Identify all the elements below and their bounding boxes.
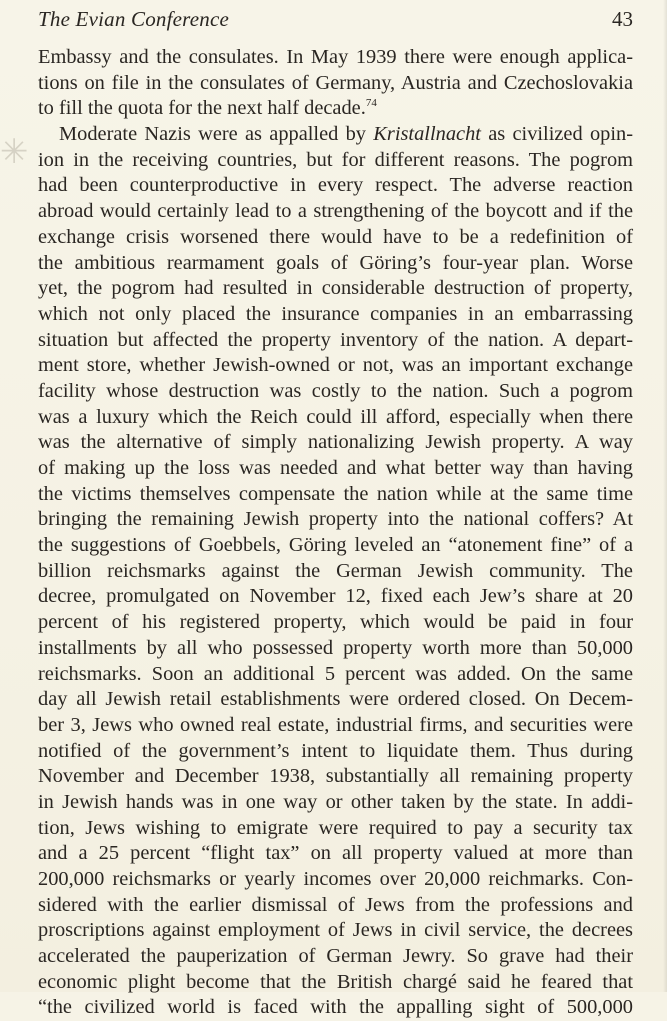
text-line-with-footnote: [38, 96, 633, 122]
running-head: [38, 7, 633, 37]
text-line: decree, promulgated on November 12, fixed each Jew’s share at 20: [38, 585, 633, 608]
text-line: ber 3, Jews who owned real estate, industrial firms, and securities were: [38, 713, 633, 736]
text-line: ment store, whether Jewish-owned or not, was an important exchange: [38, 354, 633, 377]
text-line: installments by all who possessed property worth more than 50,000: [38, 636, 633, 659]
text-line: accelerated the pauperization of German Jewry. So grave had their: [38, 945, 633, 968]
footnote-reference: 74: [365, 97, 377, 110]
margin-asterisk-mark: ✳: [0, 132, 29, 172]
text-line: the victims themselves compensate the nation while at the same time: [38, 482, 633, 505]
text-line: tion, Jews wishing to emigrate were required to pay a security tax: [38, 816, 633, 839]
text-line: day all Jewish retail establishments were ordered closed. On Decem-: [38, 688, 633, 711]
text-line: facility whose destruction was costly to the nation. Such a pogrom: [38, 379, 633, 402]
text-line: ion in the receiving countries, but for different reasons. The pogrom: [38, 148, 633, 171]
text-line-tail: as civilized opin-: [480, 123, 634, 146]
page-edge-shadow: [663, 0, 667, 992]
text-line: and a 25 percent “flight tax” on all property valued at more than: [38, 842, 633, 865]
text-line: yet, the pogrom had resulted in considerable destruction of property,: [38, 277, 633, 300]
body-text: [38, 45, 633, 1021]
text-line: of making up the loss was needed and what better way than having: [38, 457, 633, 479]
text-line: had been counterproductive in every respect. The adverse reaction: [38, 174, 633, 197]
text-line: situation but affected the property inventory of the nation. A depart-: [38, 328, 633, 351]
running-title: The Evian Conference: [38, 7, 230, 31]
text-line: was a luxury which the Reich could ill afford, especially when there: [38, 405, 633, 428]
text-line: to fill the quota for the next half decade.: [38, 97, 366, 120]
text-line: the suggestions of Goebbels, Göring leveled an “atonement fine” of a: [38, 534, 633, 557]
text-line: the ambitious rearmament goals of Göring’s four-year plan. Worse: [38, 251, 633, 274]
text-line: 200,000 reichsmarks or yearly incomes over 20,000 reichmarks. Con-: [38, 868, 633, 890]
text-line: exchange crisis worsened there would have to be a redefinition of: [38, 225, 633, 248]
text-line: Moderate Nazis were as appalled by: [59, 123, 374, 146]
text-line: abroad would certainly lead to a strengthening of the boycott and if the: [38, 200, 633, 223]
text-line: Embassy and the consulates. In May 1939 there were enough applica-: [38, 46, 633, 68]
text-line: tions on file in the consulates of Germany, Austria and Czechoslovakia: [38, 71, 633, 94]
paragraph-start-line: [38, 122, 633, 148]
text-line: notified of the government’s intent to liquidate them. Thus during: [38, 739, 633, 762]
text-line: was the alternative of simply nationalizing Jewish property. A way: [38, 431, 633, 454]
text-line: proscriptions against employment of Jews in civil service, the decrees: [38, 919, 633, 942]
text-line: percent of his registered property, which would be paid in four: [38, 611, 633, 634]
text-line: November and December 1938, substantially all remaining property: [38, 765, 633, 788]
text-line: sidered with the earlier dismissal of Jews from the professions and: [38, 893, 633, 916]
text-line: billion reichsmarks against the German Jewish community. The: [38, 559, 633, 582]
page-number: 43: [612, 7, 633, 31]
text-line: reichsmarks. Soon an additional 5 percent was added. On the same: [38, 662, 633, 685]
text-line: which not only placed the insurance companies in an embarrassing: [38, 302, 633, 325]
text-line: “the civilized world is faced with the appalling sight of 500,000: [38, 996, 633, 1019]
italic-term: Kristallnacht: [373, 123, 481, 146]
text-line: in Jewish hands was in one way or other taken by the state. In addi-: [38, 790, 633, 813]
text-line: economic plight become that the British chargé said he feared that: [38, 970, 633, 993]
text-line: bringing the remaining Jewish property into the national coffers? At: [38, 508, 633, 531]
